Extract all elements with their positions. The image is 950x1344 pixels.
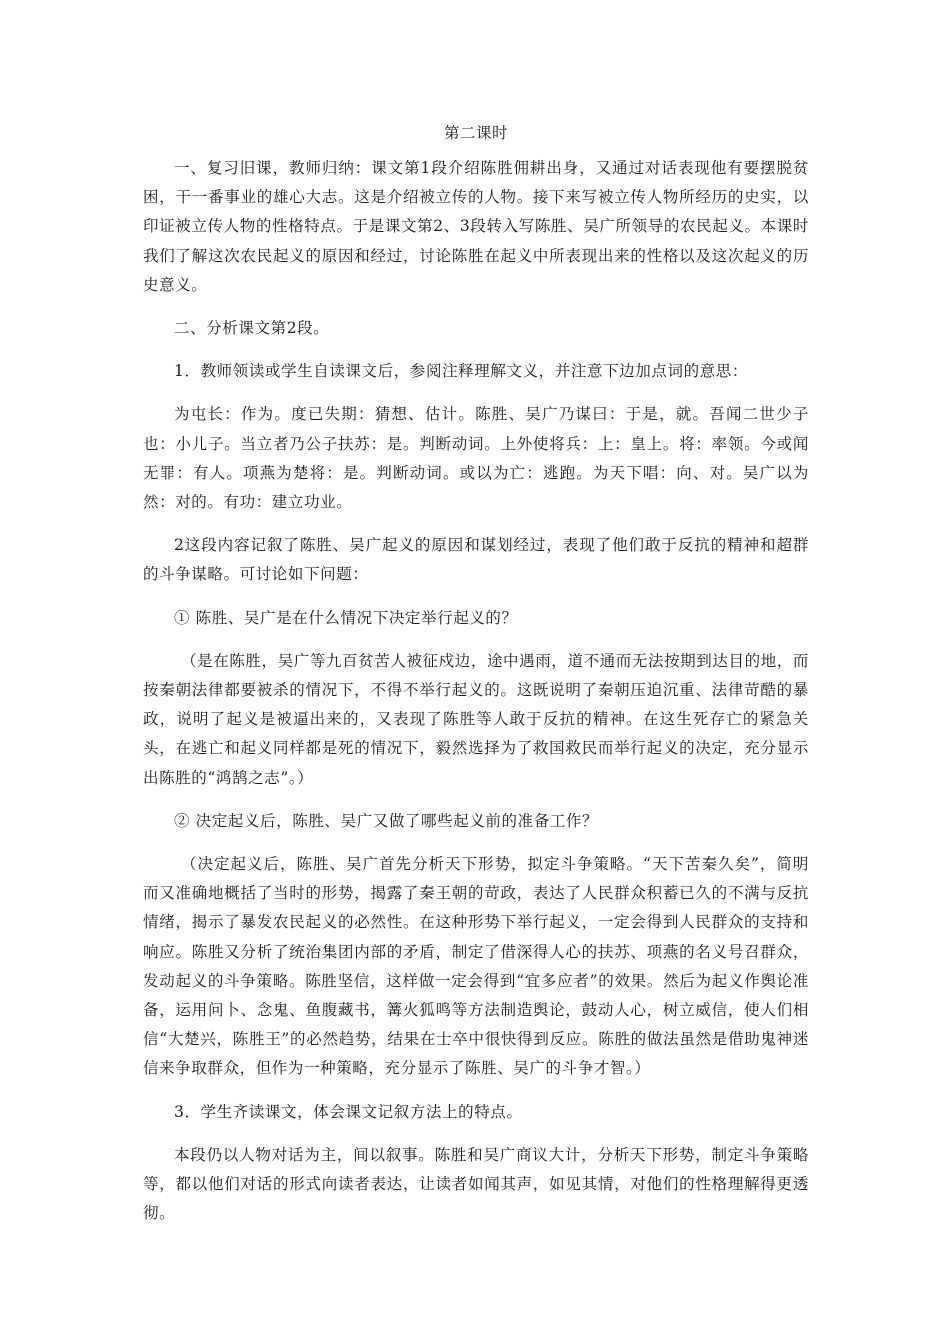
answer-2: （决定起义后，陈胜、吴广首先分析天下形势，拟定斗争策略。“天下苦秦久矣”，简明而又准确地概括了当时的形势，揭露了秦王朝的苛政，表达了人民群众积蓄已久的不满与反抗情绪，揭示了暴发农民起义的必然性。在这种形势下举行起义，一定会得到人民群众的支持和响应。陈胜又分析了统治集团内部的矛盾，制定了借深得人心的扶苏、项燕的名义号召群众，发动起义的斗争策略。陈胜坚信，这样做一定会得到“宜多应者”的效果。然后为起义作舆论准备，运用问卜、念鬼、鱼腹藏书，篝火狐鸣等方法制造舆论，鼓动人心，树立威信，使人们相信“大楚兴，陈胜王”的必然趋势，结果在士卒中很快得到反应。陈胜的做法虽然是借助鬼神迷信来争取群众，但作为一种策略，充分显示了陈胜、吴广的斗争才智。） <box>143 855 809 1078</box>
step-3-paragraph: 3．学生齐读课文，体会课文记叙方法上的特点。 <box>174 1102 523 1121</box>
review-paragraph: 一、复习旧课，教师归纳：课文第1段介绍陈胜佣耕出身，又通过对话表现他有要摆脱贫困，干一番事业的雄心大志。这是介绍被立传的人物。接下来写被立传人物所经历的史实，以印证被立传人物的性格特点。于是课文第2、3段转入写陈胜、吴广所领导的农民起义。本课时我们了解这次农民起义的原因和经过，讨论陈胜在起义中所表现出来的性格以及这次起义的历史意义。 <box>143 159 809 294</box>
section-heading: 二、分析课文第2段。 <box>174 319 330 338</box>
vocabulary-paragraph: 为屯长：作为。度已失期：猜想、估计。陈胜、吴广乃谋曰：于是，就。吾闻二世少子也：小儿子。当立者乃公子扶苏：是。判断动词。上外使将兵：上：皇上。将：率领。今或闻无罪：有人。项燕为楚将：是。判断动词。或以为亡：逃跑。为天下唱：向、对。吴广以为然：对的。有功：建立功业。 <box>143 405 809 512</box>
step-1-paragraph: 1．教师领读或学生自读课文后，参阅注释理解文义，并注意下边加点词的意思： <box>174 362 748 381</box>
answer-1: （是在陈胜，吴广等九百贫苦人被征戍边，途中遇雨，道不通而无法按期到达目的地，而按秦朝法律都要被杀的情况下，不得不举行起义的。这既说明了秦朝压迫沉重、法律苛酷的暴政，说明了起义是被逼出来的，又表现了陈胜等人敢于反抗的精神。在这生死存亡的紧急关头，在逃亡和起义同样都是死的情况下，毅然选择为了救国救民而举行起义的决定，充分显示出陈胜的“鸿鹄之志”。） <box>143 651 809 787</box>
document-page <box>143 118 809 1243</box>
question-2: ② 决定起义后，陈胜、吴广又做了哪些起义前的准备工作？ <box>174 811 599 830</box>
lesson-title: 第二课时 <box>443 124 508 142</box>
summary-paragraph: 本段仍以人物对话为主，间以叙事。陈胜和吴广商议大计，分析天下形势，制定斗争策略等，都以他们对话的形式向读者表达，让读者如闻其声，如见其情，对他们的性格理解得更透彻。 <box>143 1145 809 1223</box>
step-2-paragraph: 2这段内容记叙了陈胜、吴广起义的原因和谋划经过，表现了他们敢于反抗的精神和超群的斗争谋略。可讨论如下问题： <box>143 536 809 584</box>
question-1: ① 陈胜、吴广是在什么情况下决定举行起义的？ <box>174 608 518 627</box>
